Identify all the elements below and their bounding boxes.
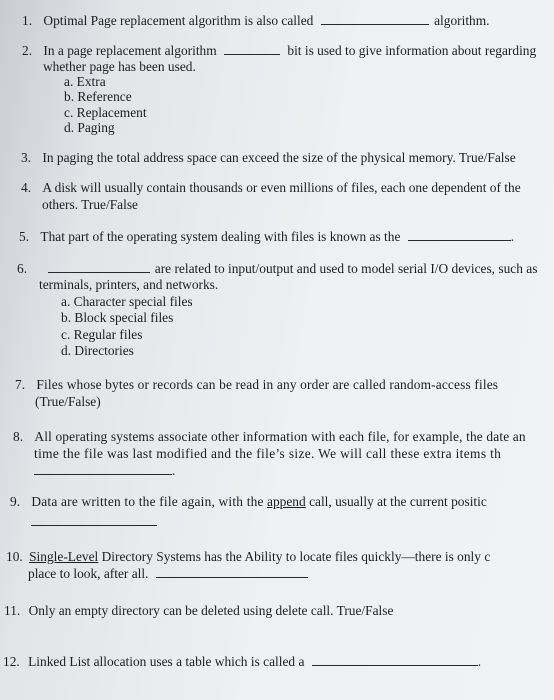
question-number: 4. <box>21 180 32 195</box>
question-text: Directory Systems has the Ability to locate files quickly—there is only c <box>101 549 491 564</box>
question-7 <box>15 377 498 393</box>
underlined-term: Single-Level <box>29 549 99 564</box>
question-9-line-2 <box>31 514 157 530</box>
option-c: c. Replacement <box>64 105 147 120</box>
answer-blank[interactable] <box>156 567 308 578</box>
question-8-line-2: time the file was last modified and the file’s size. We will call these extra items th <box>34 446 502 461</box>
question-4 <box>21 180 521 196</box>
question-text: All operating systems associate other information with each file, for example, the date an <box>34 429 526 444</box>
answer-blank[interactable] <box>408 230 511 241</box>
question-2-line-2: whether page has been used. <box>43 59 196 74</box>
question-number: 11. <box>4 603 21 618</box>
question-8 <box>13 429 526 445</box>
question-text-end: algorithm. <box>434 13 490 28</box>
question-text: are related to input/output and used to model serial I/O devices, such as <box>154 261 538 276</box>
question-text: Files whose bytes or records can be read in any order are called random-access files <box>36 377 499 392</box>
question-number: 3. <box>21 150 32 165</box>
question-number: 12. <box>3 654 20 669</box>
question-12 <box>3 654 481 670</box>
question-3 <box>21 150 516 166</box>
question-8-line-3: . <box>34 463 175 479</box>
option-a: a. Character special files <box>61 294 193 309</box>
option-a: a. Extra <box>64 74 106 89</box>
question-text: Only an empty directory can be deleted using delete call. True/False <box>28 603 394 618</box>
question-9 <box>10 494 487 510</box>
option-b: b. Block special files <box>61 310 174 325</box>
answer-blank[interactable] <box>312 655 478 666</box>
question-text-cont: bit is used to give information about regarding <box>287 43 537 58</box>
question-text-end: . <box>477 654 482 669</box>
question-5 <box>19 229 514 245</box>
question-number: 2. <box>22 43 33 58</box>
question-number: 5. <box>19 229 30 244</box>
question-6-line-2: terminals, printers, and networks. <box>39 277 219 292</box>
question-number: 10. <box>6 549 23 564</box>
question-text: Data are written to the file again, with the <box>31 494 264 509</box>
option-d: d. Directories <box>61 343 134 358</box>
option-b: b. Reference <box>64 89 132 104</box>
answer-blank[interactable] <box>224 44 280 55</box>
question-number: 7. <box>15 377 26 392</box>
option-d: d. Paging <box>64 120 115 135</box>
question-10-line-2: place to look, after all. <box>28 566 308 582</box>
answer-blank[interactable] <box>34 464 172 475</box>
question-6 <box>17 261 537 277</box>
question-2 <box>22 43 536 59</box>
question-text: Optimal Page replacement algorithm is also called <box>43 13 314 28</box>
question-11 <box>4 603 393 619</box>
question-number: 8. <box>13 429 24 444</box>
question-text: A disk will usually contain thousands or even millions of files, each one dependent of the <box>42 180 521 195</box>
question-text-cont: call, usually at the current positic <box>309 494 487 509</box>
answer-blank[interactable] <box>321 14 429 25</box>
question-text: That part of the operating system dealing with files is known as the <box>40 229 401 244</box>
option-c: c. Regular files <box>61 327 143 342</box>
question-10 <box>6 549 490 565</box>
question-7-line-2: (True/False) <box>35 394 101 409</box>
answer-blank[interactable] <box>31 515 157 526</box>
question-number: 1. <box>22 13 33 28</box>
question-4-line-2: others. True/False <box>42 197 138 212</box>
answer-blank[interactable] <box>48 262 150 273</box>
question-number: 9. <box>10 494 21 509</box>
question-text-end: . <box>510 229 515 244</box>
question-1 <box>22 13 490 29</box>
question-number: 6. <box>17 261 28 276</box>
underlined-term: append <box>267 494 306 509</box>
question-text: Linked List allocation uses a table which is called a <box>28 654 305 669</box>
question-text: In paging the total address space can exceed the size of the physical memory. True/False <box>42 150 516 165</box>
question-text: In a page replacement algorithm <box>43 43 217 58</box>
